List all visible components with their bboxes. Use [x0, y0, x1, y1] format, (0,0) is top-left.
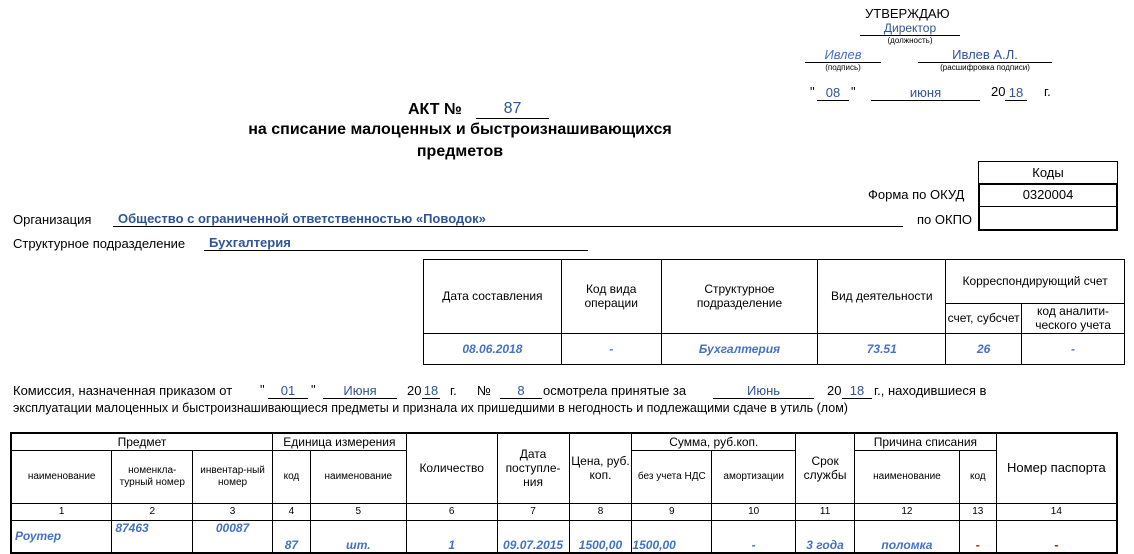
act-subtitle-1: на списание малоценных и быстроизнашивающихся [248, 121, 672, 138]
signature-caption: (подпись) [825, 63, 861, 72]
approve-year-unit: г. [1044, 84, 1051, 99]
s-reason-name: наименование [855, 450, 960, 503]
hdr-account: счет, субсчет [946, 304, 1022, 334]
h-reason: Причина списания [855, 433, 997, 450]
col-num: 8 [569, 503, 632, 520]
dept-label: Структурное подразделение [13, 236, 186, 251]
val-activity: 73.51 [818, 333, 946, 364]
col-num: 4 [272, 503, 310, 520]
accept-month: Июнь [713, 383, 814, 399]
col-num: 3 [193, 503, 273, 520]
row-life: 3 года [796, 520, 855, 553]
dept-value: Бухгалтерия [204, 235, 588, 251]
h-qty: Количество [406, 433, 497, 503]
org-value: Общество с ограниченной ответственностью «Поводок» [113, 211, 903, 227]
row-code: 87 [272, 520, 310, 553]
h-life: Срок службы [796, 433, 855, 503]
col-num: 5 [310, 503, 406, 520]
col-num: 1 [11, 503, 112, 520]
h-item: Предмет [11, 433, 272, 450]
order-year: 18 [423, 383, 439, 398]
okpo-value [978, 207, 1118, 229]
row-inv: 00087 [193, 520, 273, 553]
items-table [10, 432, 1118, 554]
row-reason: поломка [855, 520, 960, 553]
col-num: 2 [112, 503, 193, 520]
val-analytic: - [1022, 333, 1125, 364]
row-reason-code: - [959, 520, 996, 553]
approve-signature: Ивлев [805, 47, 881, 63]
hdr-activity: Вид деятельности [818, 260, 946, 334]
h-price: Цена, руб. коп. [569, 433, 632, 503]
commission-text-3: г., находившиеся в [874, 383, 987, 398]
okpo-label: по ОКПО [917, 212, 973, 227]
row-qty: 1 [406, 520, 497, 553]
col-num: 6 [406, 503, 497, 520]
s-no-vat: без учета НДС [632, 450, 712, 503]
row-name: Роутер [11, 520, 112, 553]
s-inv: инвентар-ный номер [193, 450, 273, 503]
val-op-code: - [561, 333, 661, 364]
col-num: 11 [796, 503, 855, 520]
row-unit: шт. [310, 520, 406, 553]
approve-position: Директор [860, 21, 960, 36]
hdr-analytic: код аналити-ческого учета [1022, 304, 1125, 334]
s-amort: амортизации [712, 450, 796, 503]
codes-header: Коды [1032, 164, 1064, 180]
h-date: Дата поступле-ния [497, 433, 569, 503]
position-caption: (должность) [887, 36, 933, 45]
okud-value: 0320004 [1022, 187, 1074, 203]
col-num: 12 [855, 503, 960, 520]
col-num: 7 [497, 503, 569, 520]
row-amort: - [712, 520, 796, 553]
row-nomen: 87463 [112, 520, 193, 553]
hdr-op-code: Код вида операции [561, 260, 661, 334]
col-num: 9 [632, 503, 712, 520]
hdr-date: Дата составления [424, 260, 562, 334]
act-subtitle-2: предметов [416, 143, 504, 160]
accept-year: 18 [842, 383, 872, 399]
val-date: 08.06.2018 [424, 333, 562, 364]
approve-month: июня [871, 85, 980, 101]
summary-table [423, 259, 1125, 365]
order-number: 8 [500, 383, 542, 399]
order-day: 01 [268, 383, 308, 399]
row-date: 09.07.2015 [497, 520, 569, 553]
s-reason-code: код [959, 450, 996, 503]
h-unit: Единица измерения [272, 433, 406, 450]
approve-year: 18 [1005, 85, 1027, 101]
val-dept: Бухгалтерия [661, 333, 818, 364]
org-label: Организация [13, 212, 92, 227]
row-no-vat: 1500,00 [632, 520, 712, 553]
s-unit-name: наименование [310, 450, 406, 503]
approve-day: 08 [817, 85, 849, 101]
commission-text-1: Комиссия, назначенная приказом от [13, 383, 233, 398]
s-name: наименование [11, 450, 112, 503]
hdr-dept: Структурное подразделение [661, 260, 818, 334]
s-code: код [272, 450, 310, 503]
commission-text-line2: эксплуатации малоценных и быстроизнашивающиеся предметы и признала их пришедшими в негодность и подлежащими сдаче в утиль (лом) [13, 401, 848, 415]
s-nomen: номенкла-турный номер [112, 450, 193, 503]
row-price: 1500,00 [569, 520, 632, 553]
val-account: 26 [946, 333, 1022, 364]
order-month: Июня [323, 383, 397, 399]
okud-label: Форма по ОКУД [868, 187, 965, 202]
commission-text-2: осмотрела принятые за [543, 383, 687, 398]
act-label: АКТ № [408, 101, 462, 118]
name-caption: (расшифровка подписи) [940, 63, 1030, 72]
act-number: 87 [476, 100, 549, 119]
approve-year-prefix: 20 [991, 84, 1006, 99]
col-num: 14 [996, 503, 1117, 520]
h-sum: Сумма, руб.коп. [632, 433, 796, 450]
approve-title: УТВЕРЖДАЮ [865, 6, 950, 21]
hdr-corr: Корреспондирующий счет [946, 260, 1125, 304]
approve-name: Ивлев А.Л. [918, 47, 1052, 63]
h-passport: Номер паспорта [996, 433, 1117, 503]
row-passport: - [996, 520, 1117, 553]
col-num: 13 [959, 503, 996, 520]
col-num: 10 [712, 503, 796, 520]
